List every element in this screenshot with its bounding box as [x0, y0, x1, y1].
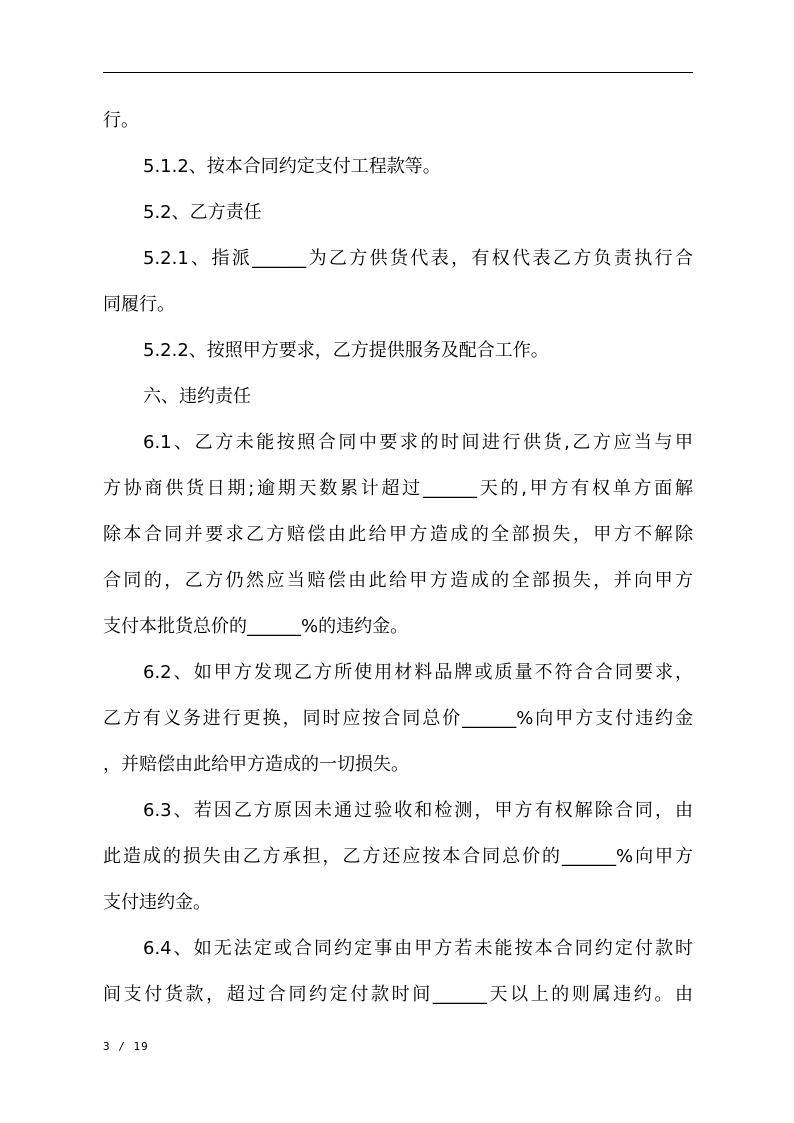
text-line: 6.3、若因乙方原因未通过验收和检测，甲方有权解除合同，由 — [143, 800, 693, 821]
section-heading: 5.2、乙方责任 — [143, 202, 262, 223]
text-line: 支付违约金。 — [103, 892, 211, 913]
text-line: 5.2.2、按照甲方要求，乙方提供服务及配合工作。 — [143, 340, 549, 361]
text-line: 间支付货款，超过合同约定付款时间______天以上的则属违约。由 — [103, 984, 693, 1005]
text-line: 支付本批货总价的______%的违约金。 — [103, 616, 409, 637]
text-line: 乙方有义务进行更换，同时应按合同总价______%向甲方支付违约金 — [103, 708, 693, 729]
text-line: 同履行。 — [103, 294, 175, 315]
header-rule — [103, 72, 693, 73]
text-line: 除本合同并要求乙方赔偿由此给甲方造成的全部损失，甲方不解除 — [103, 524, 693, 545]
text-line: 行。 — [103, 110, 139, 131]
text-line: ，并赔偿由此给甲方造成的一切损失。 — [103, 754, 409, 775]
text-line: 6.2、如甲方发现乙方所使用材料品牌或质量不符合合同要求， — [143, 662, 693, 683]
text-line: 6.4、如无法定或合同约定事由甲方若未能按本合同约定付款时 — [143, 938, 693, 959]
text-line: 5.2.1、指派______为乙方供货代表，有权代表乙方负责执行合 — [143, 248, 693, 269]
text-line: 此造成的损失由乙方承担，乙方还应按本合同总价的______%向甲方 — [103, 846, 693, 867]
section-heading: 六、违约责任 — [143, 386, 251, 407]
document-body — [103, 98, 693, 1018]
text-line: 5.1.2、按本合同约定支付工程款等。 — [143, 156, 441, 177]
text-line: 合同的，乙方仍然应当赔偿由此给甲方造成的全部损失，并向甲方 — [103, 570, 693, 591]
text-line: 6.1、乙方未能按照合同中要求的时间进行供货,乙方应当与甲 — [143, 432, 693, 453]
text-line: 方协商供货日期;逾期天数累计超过______天的,甲方有权单方面解 — [103, 478, 693, 499]
page-number: 3 / 19 — [103, 1040, 149, 1053]
